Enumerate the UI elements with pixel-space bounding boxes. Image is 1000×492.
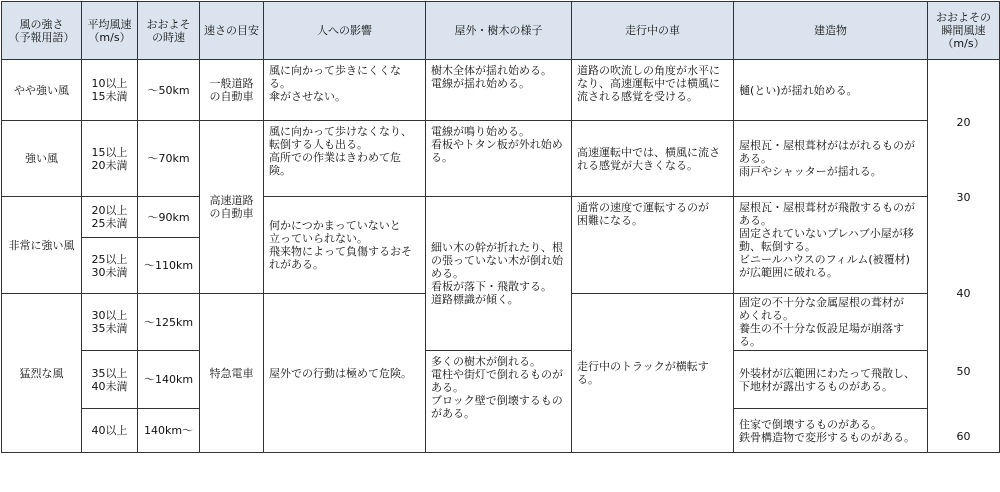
car-cell: 通常の速度で運転するのが 困難になる。	[572, 197, 734, 294]
building-cell: 固定の不十分な金属屋根の葺材が めくれる。 養生の不十分な仮設足場が崩落する。	[734, 294, 928, 351]
average-speed-cell: 40以上	[82, 409, 138, 453]
outdoor-cell: 樹木全体が揺れ始める。 電線が揺れ始める。	[426, 60, 572, 121]
header-approx-speed-kmh: おおよそ の時速	[138, 2, 200, 60]
kmh-cell: 140km～	[138, 409, 200, 453]
kmh-cell: ～70km	[138, 121, 200, 197]
wind-strength-cell: 猛烈な風	[2, 294, 82, 453]
header-gust-speed: おおよその 瞬間風速 （m/s）	[928, 2, 1000, 60]
wind-strength-cell: 非常に強い風	[2, 197, 82, 294]
building-cell: 住家で倒壊するものがある。 鉄骨構造物で変形するものがある。	[734, 409, 928, 453]
header-speed-guide: 速さの目安	[200, 2, 264, 60]
gust-label: 50	[956, 365, 971, 378]
human-effect-cell: 風に向かって歩けなくなり、 転倒する人も出る。 高所での作業はきわめて危険。	[264, 121, 426, 197]
building-cell: 屋根瓦・屋根葺材が飛散するものが ある。 固定されていないプレハブ小屋が移 動、転倒する。 ビニールハウスのフィルム(被覆材) が広範囲に破れる。	[734, 197, 928, 294]
header-moving-car: 走行中の車	[572, 2, 734, 60]
speed-guide-cell: 特急電車	[200, 294, 264, 453]
car-cell: 高速運転中では、横風に流さ れる感覚が大きくなる。	[572, 121, 734, 197]
speed-guide-cell: 高速道路 の自動車	[200, 121, 264, 294]
human-effect-cell: 風に向かって歩きにくくなる。 傘がさせない。	[264, 60, 426, 121]
header-average-wind-speed: 平均風速 （m/s）	[82, 2, 138, 60]
kmh-cell: ～50km	[138, 60, 200, 121]
outdoor-cell: 電線が鳴り始める。 看板やトタン板が外れ始め る。	[426, 121, 572, 197]
kmh-cell: ～125km	[138, 294, 200, 351]
wind-strength-cell: やや強い風	[2, 60, 82, 121]
speed-guide-cell: 一般道路 の自動車	[200, 60, 264, 121]
gust-label: 60	[956, 430, 971, 443]
human-effect-cell: 何かにつかまっていないと 立っていられない。 飛来物によって負傷するおそ れがある。	[264, 197, 426, 294]
wind-strength-cell: 強い風	[2, 121, 82, 197]
average-speed-cell: 30以上 35未満	[82, 294, 138, 351]
gust-label: 40	[956, 287, 971, 300]
average-speed-cell: 25以上 30未満	[82, 238, 138, 294]
car-cell: 走行中のトラックが横転する。	[572, 294, 734, 453]
average-speed-cell: 20以上 25未満	[82, 197, 138, 238]
car-cell: 道路の吹流しの角度が水平に なり、高速運転中では横風に 流される感覚を受ける。	[572, 60, 734, 121]
gust-label: 30	[956, 191, 971, 204]
header-wind-strength: 風の強さ （予報用語）	[2, 2, 82, 60]
kmh-cell: ～140km	[138, 351, 200, 409]
building-cell: 外装材が広範囲にわたって飛散し、 下地材が露出するものがある。	[734, 351, 928, 409]
building-cell: 屋根瓦・屋根葺材がはがれるものが ある。 雨戸やシャッターが揺れる。	[734, 121, 928, 197]
average-speed-cell: 10以上 15未満	[82, 60, 138, 121]
header-effect-on-people: 人への影響	[264, 2, 426, 60]
building-cell: 樋(とい)が揺れ始める。	[734, 60, 928, 121]
outdoor-cell: 多くの樹木が倒れる。 電柱や街灯で倒れるものが ある。 ブロック壁で倒壊するもの がある。	[426, 351, 572, 453]
average-speed-cell: 15以上 20未満	[82, 121, 138, 197]
header-buildings: 建造物	[734, 2, 928, 60]
kmh-cell: ～90km	[138, 197, 200, 238]
wind-strength-table	[1, 1, 1000, 453]
header-outdoor-trees: 屋外・樹木の様子	[426, 2, 572, 60]
human-effect-cell: 屋外での行動は極めて危険。	[264, 294, 426, 453]
gust-speed-column	[928, 60, 1000, 453]
outdoor-cell: 細い木の幹が折れたり、根 の張っていない木が倒れ始 める。 看板が落下・飛散する。 道路標識が傾く。	[426, 197, 572, 351]
kmh-cell: ～110km	[138, 238, 200, 294]
gust-label: 20	[956, 116, 971, 129]
average-speed-cell: 35以上 40未満	[82, 351, 138, 409]
